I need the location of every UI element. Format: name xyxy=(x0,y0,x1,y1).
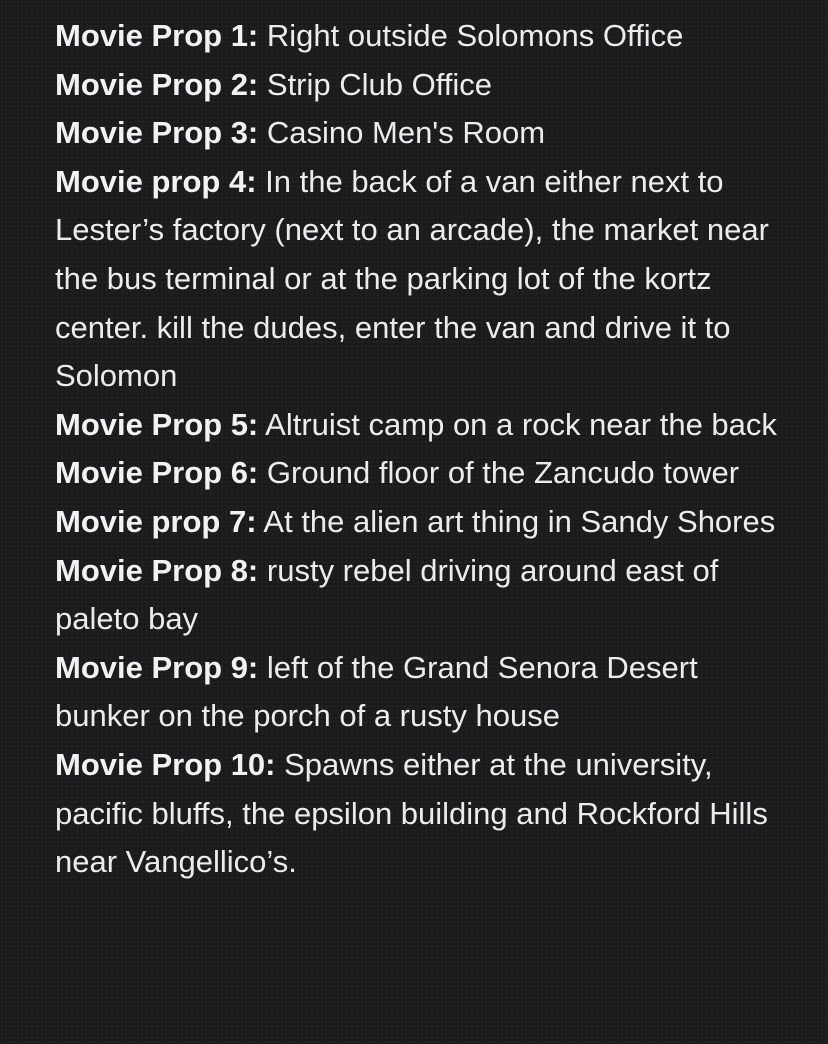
entry-text: Casino Men's Room xyxy=(266,115,546,151)
entry-text: Spawns either at the university, pacific bluffs, the epsilon building and Rockford Hills near Vangellico’s. xyxy=(55,746,768,880)
entry-text: Ground floor of the Zancudo tower xyxy=(266,455,740,491)
entry-label: Movie Prop 8: xyxy=(55,552,259,588)
list-item xyxy=(55,61,785,110)
entry-label: Movie Prop 3: xyxy=(55,115,259,151)
entry-text: left of the Grand Senora Desert bunker on the porch of a rusty house xyxy=(55,649,698,734)
entry-label: Movie Prop 6: xyxy=(55,455,259,491)
list-item xyxy=(55,12,785,61)
list-item xyxy=(55,498,785,547)
list-item xyxy=(55,401,785,450)
list-item xyxy=(55,158,785,401)
note-body xyxy=(55,12,785,887)
entry-text: In the back of a van either next to Lester’s factory (next to an arcade), the market near the bus terminal or at the parking lot of the kortz center. kill the dudes, enter the van and drive it to Solomon xyxy=(55,163,769,394)
entry-label: Movie Prop 10: xyxy=(55,746,276,782)
entry-text: At the alien art thing in Sandy Shores xyxy=(263,503,776,539)
entry-label: Movie prop 7: xyxy=(55,503,257,539)
entry-text: Right outside Solomons Office xyxy=(266,18,684,53)
list-item xyxy=(55,449,785,498)
list-item xyxy=(55,109,785,158)
entry-text: Strip Club Office xyxy=(266,66,493,102)
list-item xyxy=(55,741,785,887)
entry-label: Movie Prop 5: xyxy=(55,406,259,442)
entry-text: rusty rebel driving around east of paleto bay xyxy=(55,552,719,637)
entry-label: Movie prop 4: xyxy=(55,163,257,199)
entry-label: Movie Prop 1: xyxy=(55,18,259,53)
entry-text: Altruist camp on a rock near the back xyxy=(265,406,777,442)
entry-label: Movie Prop 2: xyxy=(55,66,259,102)
list-item xyxy=(55,547,785,644)
list-item xyxy=(55,644,785,741)
entry-label: Movie Prop 9: xyxy=(55,649,259,685)
